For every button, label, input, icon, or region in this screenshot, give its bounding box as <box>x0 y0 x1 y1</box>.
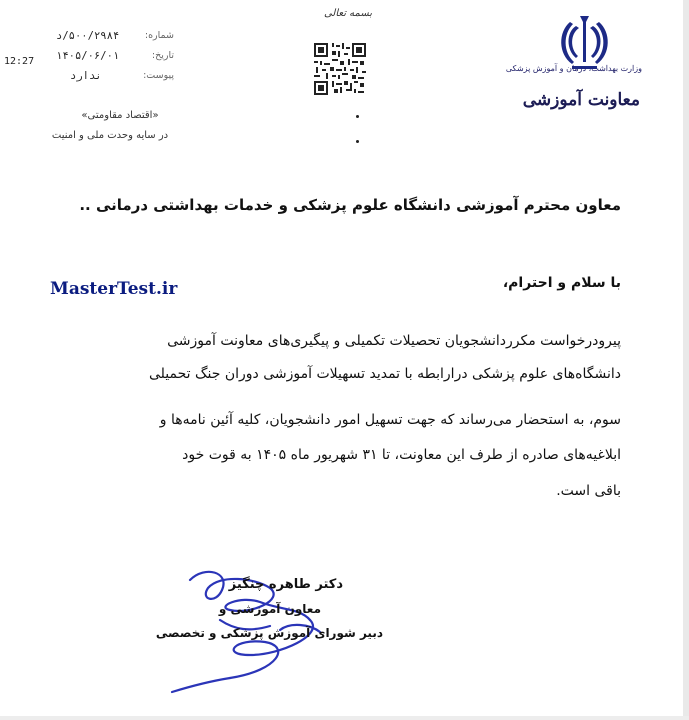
body-line: باقی است. <box>556 483 621 499</box>
body-line: ابلاغیه‌های صادره از طرف این معاونت، تا ۳۱ شهریور ماه ۱۴۰۵ به قوت خود <box>182 447 621 463</box>
ministry-name: وزارت بهداشت، درمان و آموزش پزشکی <box>505 64 642 73</box>
watermark-text: MasterTest.ir <box>50 279 178 299</box>
slogan-line-1: «اقتصاد مقاومتی» <box>81 110 159 121</box>
attachment-value: ندارد <box>70 70 102 82</box>
letter-attachment-row <box>50 70 174 86</box>
attachment-label: پیوست: <box>143 70 174 81</box>
body-line: پیرودرخواست مکرردانشجویان تحصیلات تکمیلی و پیگیری‌های معاونت آموزشی <box>167 333 621 349</box>
signatory-title-1: معاون آموزشی و <box>218 602 321 616</box>
recipient-line: معاون محترم آموزشی دانشگاه علوم پزشکی و خدمات بهداشتی درمانی .. <box>79 196 621 214</box>
dot-mark <box>356 115 359 118</box>
page-edge-right <box>683 0 689 720</box>
signatory-title-2: دبیر شورای آموزش پزشکی و تخصصی <box>155 626 383 640</box>
date-label: تاریخ: <box>151 50 174 61</box>
deputy-title: معاونت آموزشی <box>522 90 640 110</box>
body-line: دانشگاه‌های علوم پزشکی درارابطه با تمدید تسهیلات آموزشی دوران جنگ تحمیلی <box>148 366 621 382</box>
dot-mark <box>356 140 359 143</box>
body-line: سوم، به استحضار می‌رساند که جهت تسهیل امور دانشجویان، کلیه آئین نامه‌ها و <box>159 412 621 428</box>
signatory-name: دکتر طاهره چنگیز <box>228 577 343 592</box>
bismillah-heading: بسمه تعالی <box>323 8 373 19</box>
time-stamp: 12:27 <box>4 56 35 67</box>
number-label: شماره: <box>144 30 174 41</box>
date-value: ۱۴۰۵/۰۶/۰۱ <box>56 50 120 62</box>
qr-code-icon <box>314 43 366 95</box>
letter-number-row <box>50 30 174 46</box>
greeting-line: با سلام و احترام، <box>502 275 621 291</box>
number-value: ۵۰۰/۲۹۸۴/د <box>56 30 120 42</box>
letter-date-row <box>50 50 174 66</box>
slogan-line-2: در سایه وحدت ملی و امنیت <box>51 130 169 141</box>
page-edge-bottom <box>0 716 689 720</box>
